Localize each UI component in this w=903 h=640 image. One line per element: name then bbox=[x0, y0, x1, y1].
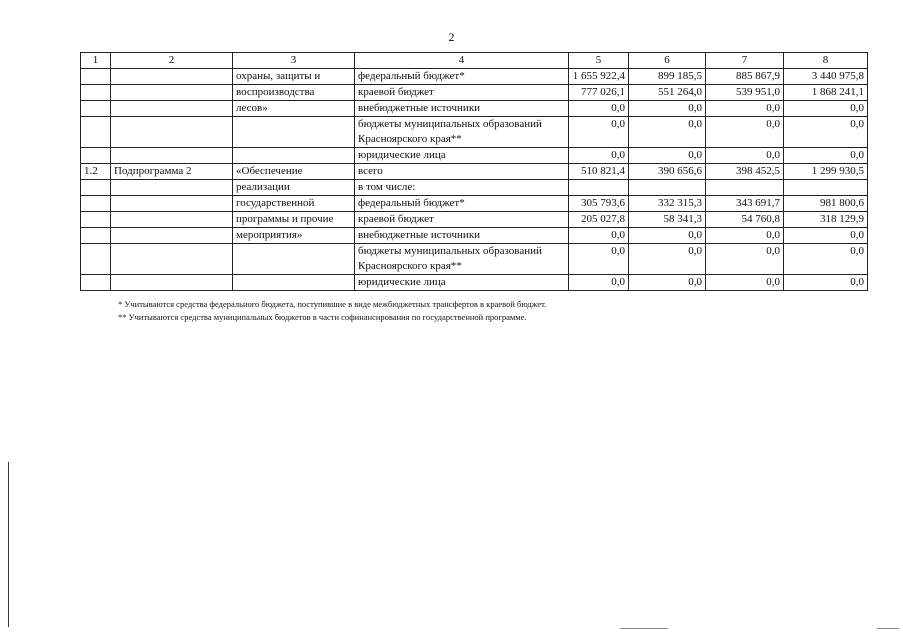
table-row bbox=[81, 212, 868, 228]
value-cell: 205 027,8 bbox=[569, 212, 629, 228]
value-cell: 899 185,5 bbox=[629, 69, 706, 85]
value-cell: 0,0 bbox=[569, 148, 629, 164]
value-cell: 0,0 bbox=[629, 228, 706, 244]
value-cell: 318 129,9 bbox=[784, 212, 868, 228]
value-cell: 777 026,1 bbox=[569, 85, 629, 101]
column-header: 4 bbox=[355, 53, 569, 69]
footnotes bbox=[118, 298, 546, 324]
value-cell: 0,0 bbox=[784, 244, 868, 275]
page-number: 2 bbox=[448, 30, 455, 44]
funding-source-cell: юридические лица bbox=[355, 275, 569, 291]
row-number-cell bbox=[81, 212, 111, 228]
funding-source-cell: краевой бюджет bbox=[355, 212, 569, 228]
program-name-cell: реализации bbox=[233, 180, 355, 196]
value-cell bbox=[629, 180, 706, 196]
program-name-cell bbox=[233, 117, 355, 148]
column-header: 2 bbox=[111, 53, 233, 69]
table-row bbox=[81, 117, 868, 148]
scan-mark bbox=[877, 628, 899, 629]
value-cell bbox=[784, 180, 868, 196]
scan-mark bbox=[620, 628, 668, 629]
program-name-cell bbox=[233, 275, 355, 291]
row-number-cell bbox=[81, 180, 111, 196]
value-cell: 0,0 bbox=[569, 228, 629, 244]
value-cell: 3 440 975,8 bbox=[784, 69, 868, 85]
value-cell: 0,0 bbox=[629, 275, 706, 291]
column-header: 6 bbox=[629, 53, 706, 69]
funding-source-cell: всего bbox=[355, 164, 569, 180]
status-cell bbox=[111, 69, 233, 85]
row-number-cell: 1.2 bbox=[81, 164, 111, 180]
value-cell: 398 452,5 bbox=[706, 164, 784, 180]
funding-source-cell: бюджеты муниципальных образований Красноярского края** bbox=[355, 117, 569, 148]
value-cell: 0,0 bbox=[784, 228, 868, 244]
program-name-cell: воспроизводства bbox=[233, 85, 355, 101]
program-name-cell bbox=[233, 148, 355, 164]
value-cell: 0,0 bbox=[784, 117, 868, 148]
value-cell: 1 655 922,4 bbox=[569, 69, 629, 85]
status-cell bbox=[111, 101, 233, 117]
value-cell: 0,0 bbox=[706, 101, 784, 117]
value-cell: 0,0 bbox=[629, 244, 706, 275]
table-row bbox=[81, 196, 868, 212]
table-row bbox=[81, 148, 868, 164]
value-cell: 332 315,3 bbox=[629, 196, 706, 212]
column-header: 5 bbox=[569, 53, 629, 69]
value-cell: 0,0 bbox=[706, 228, 784, 244]
funding-source-cell: юридические лица bbox=[355, 148, 569, 164]
status-cell bbox=[111, 212, 233, 228]
value-cell: 0,0 bbox=[569, 244, 629, 275]
column-header: 3 bbox=[233, 53, 355, 69]
footnote: * Учитываются средства федерального бюджета, поступившие в виде межбюджетных трансфертов в краевой бюджет. bbox=[118, 299, 547, 309]
value-cell: 551 264,0 bbox=[629, 85, 706, 101]
value-cell: 0,0 bbox=[569, 101, 629, 117]
table-row bbox=[81, 164, 868, 180]
funding-source-cell: в том числе: bbox=[355, 180, 569, 196]
value-cell: 54 760,8 bbox=[706, 212, 784, 228]
value-cell: 510 821,4 bbox=[569, 164, 629, 180]
row-number-cell bbox=[81, 148, 111, 164]
table-row bbox=[81, 228, 868, 244]
value-cell: 0,0 bbox=[706, 275, 784, 291]
status-cell bbox=[111, 117, 233, 148]
funding-source-cell: внебюджетные источники bbox=[355, 228, 569, 244]
value-cell: 1 299 930,5 bbox=[784, 164, 868, 180]
value-cell: 0,0 bbox=[569, 275, 629, 291]
table-row bbox=[81, 275, 868, 291]
value-cell: 343 691,7 bbox=[706, 196, 784, 212]
value-cell: 0,0 bbox=[569, 117, 629, 148]
program-name-cell: лесов» bbox=[233, 101, 355, 117]
row-number-cell bbox=[81, 196, 111, 212]
column-header: 8 bbox=[784, 53, 868, 69]
value-cell: 885 867,9 bbox=[706, 69, 784, 85]
row-number-cell bbox=[81, 275, 111, 291]
table-row bbox=[81, 69, 868, 85]
table-row bbox=[81, 85, 868, 101]
value-cell: 0,0 bbox=[706, 117, 784, 148]
funding-source-cell: федеральный бюджет* bbox=[355, 196, 569, 212]
program-name-cell: государственной bbox=[233, 196, 355, 212]
table-row bbox=[81, 101, 868, 117]
program-name-cell: «Обеспечение bbox=[233, 164, 355, 180]
value-cell: 58 341,3 bbox=[629, 212, 706, 228]
row-number-cell bbox=[81, 101, 111, 117]
value-cell: 305 793,6 bbox=[569, 196, 629, 212]
column-header: 1 bbox=[81, 53, 111, 69]
value-cell: 390 656,6 bbox=[629, 164, 706, 180]
row-number-cell bbox=[81, 244, 111, 275]
program-name-cell: охраны, защиты и bbox=[233, 69, 355, 85]
status-cell bbox=[111, 180, 233, 196]
funding-source-cell: внебюджетные источники bbox=[355, 101, 569, 117]
funding-source-cell: федеральный бюджет* bbox=[355, 69, 569, 85]
status-cell bbox=[111, 85, 233, 101]
row-number-cell bbox=[81, 117, 111, 148]
status-cell: Подпрограмма 2 bbox=[111, 164, 233, 180]
value-cell: 0,0 bbox=[784, 101, 868, 117]
footnote: ** Учитываются средства муниципальных бюджетов в части софинансирования по государственной программе. bbox=[118, 312, 527, 322]
program-name-cell bbox=[233, 244, 355, 275]
status-cell bbox=[111, 148, 233, 164]
status-cell bbox=[111, 244, 233, 275]
value-cell: 0,0 bbox=[629, 101, 706, 117]
value-cell: 0,0 bbox=[784, 275, 868, 291]
value-cell: 0,0 bbox=[784, 148, 868, 164]
value-cell: 539 951,0 bbox=[706, 85, 784, 101]
value-cell: 1 868 241,1 bbox=[784, 85, 868, 101]
row-number-cell bbox=[81, 228, 111, 244]
table-row bbox=[81, 180, 868, 196]
value-cell: 0,0 bbox=[629, 148, 706, 164]
value-cell: 981 800,6 bbox=[784, 196, 868, 212]
funding-source-cell: краевой бюджет bbox=[355, 85, 569, 101]
value-cell bbox=[706, 180, 784, 196]
row-number-cell bbox=[81, 69, 111, 85]
program-name-cell: программы и прочие bbox=[233, 212, 355, 228]
value-cell: 0,0 bbox=[706, 148, 784, 164]
table-header-row bbox=[81, 53, 868, 69]
table-row bbox=[81, 244, 868, 275]
status-cell bbox=[111, 275, 233, 291]
value-cell: 0,0 bbox=[629, 117, 706, 148]
budget-table bbox=[80, 52, 868, 291]
status-cell bbox=[111, 228, 233, 244]
value-cell: 0,0 bbox=[706, 244, 784, 275]
funding-source-cell: бюджеты муниципальных образований Красноярского края** bbox=[355, 244, 569, 275]
value-cell bbox=[569, 180, 629, 196]
column-header: 7 bbox=[706, 53, 784, 69]
status-cell bbox=[111, 196, 233, 212]
row-number-cell bbox=[81, 85, 111, 101]
scan-margin-line bbox=[8, 462, 9, 627]
program-name-cell: мероприятия» bbox=[233, 228, 355, 244]
